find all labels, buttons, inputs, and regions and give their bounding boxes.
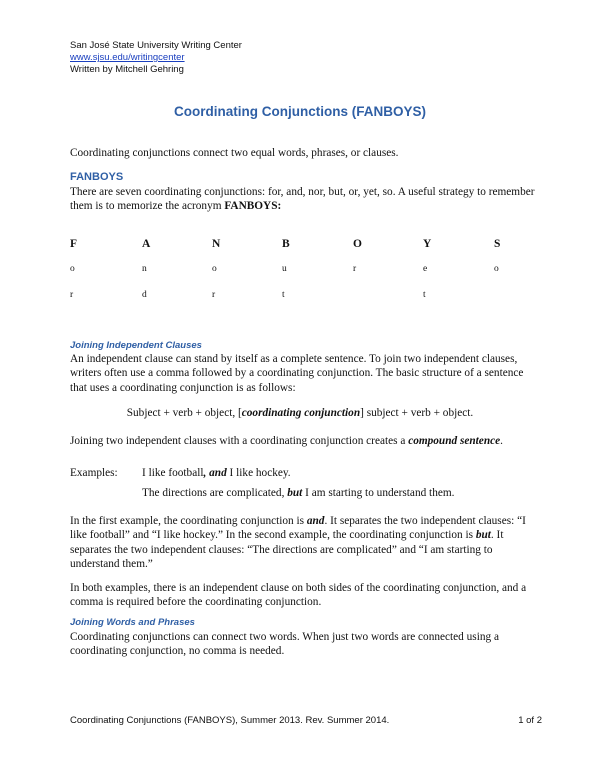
example-1-end: I like hockey. [226, 467, 291, 479]
compound-sentence-paragraph [70, 434, 550, 448]
formula-end: ] subject + verb + object. [360, 407, 474, 419]
formula-conjunction: coordinating conjunction [241, 407, 361, 419]
example-2-conjunction: but [287, 487, 303, 499]
compound-term: compound sentence [408, 435, 501, 447]
fanboys-cell: r [212, 290, 216, 300]
fanboys-table [70, 238, 510, 304]
example-1-start: I like football [142, 467, 204, 479]
example-1 [142, 467, 291, 479]
explain-but: but [475, 529, 491, 542]
intro-paragraph: Coordinating conjunctions connect two equal words, phrases, or clauses. [70, 147, 399, 159]
fanboys-text: There are seven coordinating conjunctions: for, and, nor, but, or, yet, so. A useful strategy to remember them is to memorize the acronym [70, 186, 535, 213]
explain-and: and [306, 515, 325, 527]
example-2-end: I am starting to understand them. [302, 487, 455, 499]
example-1-conjunction: , and [203, 467, 227, 479]
header-author: Written by Mitchell Gehring [70, 64, 184, 75]
fanboys-letter: O [353, 238, 362, 250]
sentence-formula [0, 407, 600, 419]
fanboys-cell: o [70, 264, 75, 274]
fanboys-letter: B [282, 238, 290, 250]
explain-part-2: . It separates the two independent clauses: “I like football” and “I like hockey.” In the second example, the coordinating conjunction is [70, 515, 526, 542]
independent-clauses-heading: Joining Independent Clauses [70, 340, 202, 351]
example-2 [142, 487, 454, 499]
fanboys-letter: A [142, 238, 151, 250]
fanboys-letter: S [494, 238, 501, 250]
fanboys-cell: e [423, 264, 428, 274]
formula-start: Subject + verb + object, [ [126, 407, 242, 419]
fanboys-letter: F [70, 238, 78, 250]
fanboys-cell: d [142, 290, 147, 300]
page-title: Coordinating Conjunctions (FANBOYS) [174, 104, 426, 119]
explain-part-3: . It separates the two independent clauses: “The directions are complicated” and “I am starting to understand them.” [70, 529, 504, 571]
independent-clauses-paragraph: An independent clause can stand by itself as a complete sentence. To join two independent clauses, writers often use a comma followed by a coordinating conjunction. The basic structure of a sentence that uses a coordinating conjunction is as follows: [70, 353, 524, 394]
fanboys-cell: t [423, 290, 426, 300]
example-2-start: The directions are complicated, [142, 487, 288, 499]
fanboys-letter: Y [423, 238, 432, 250]
header-org: San José State University Writing Center [70, 40, 242, 51]
footer-text: Coordinating Conjunctions (FANBOYS), Summer 2013. Rev. Summer 2014. [70, 715, 390, 726]
fanboys-cell: u [282, 264, 287, 274]
fanboys-cell: r [70, 290, 74, 300]
fanboys-paragraph [70, 185, 540, 214]
words-phrases-paragraph: Coordinating conjunctions can connect two words. When just two words are connected using a coordinating conjunction, no comma is needed. [70, 631, 499, 658]
examples-label: Examples: [70, 467, 118, 479]
fanboys-cell: o [212, 264, 217, 274]
page-footer [70, 715, 542, 726]
page-number: 1 of 2 [518, 715, 542, 726]
fanboys-cell: t [282, 290, 285, 300]
header-url-link[interactable]: www.sjsu.edu/writingcenter [70, 52, 185, 63]
compound-end: . [500, 435, 503, 447]
explain-part-1: In the first example, the coordinating conjunction is [70, 515, 307, 527]
fanboys-cell: r [353, 264, 357, 274]
words-phrases-heading: Joining Words and Phrases [70, 617, 195, 628]
conclusion-paragraph: In both examples, there is an independent clause on both sides of the coordinating conjunction, and a comma is required before the coordinating conjunction. [70, 582, 527, 609]
fanboys-heading: FANBOYS [70, 171, 124, 183]
fanboys-cell: n [142, 264, 147, 274]
fanboys-acronym: FANBOYS: [224, 200, 282, 213]
examples-explanation [70, 514, 540, 572]
fanboys-letter: N [212, 238, 221, 250]
compound-text: Joining two independent clauses with a coordinating conjunction creates a [70, 435, 409, 447]
fanboys-cell: o [494, 264, 499, 274]
